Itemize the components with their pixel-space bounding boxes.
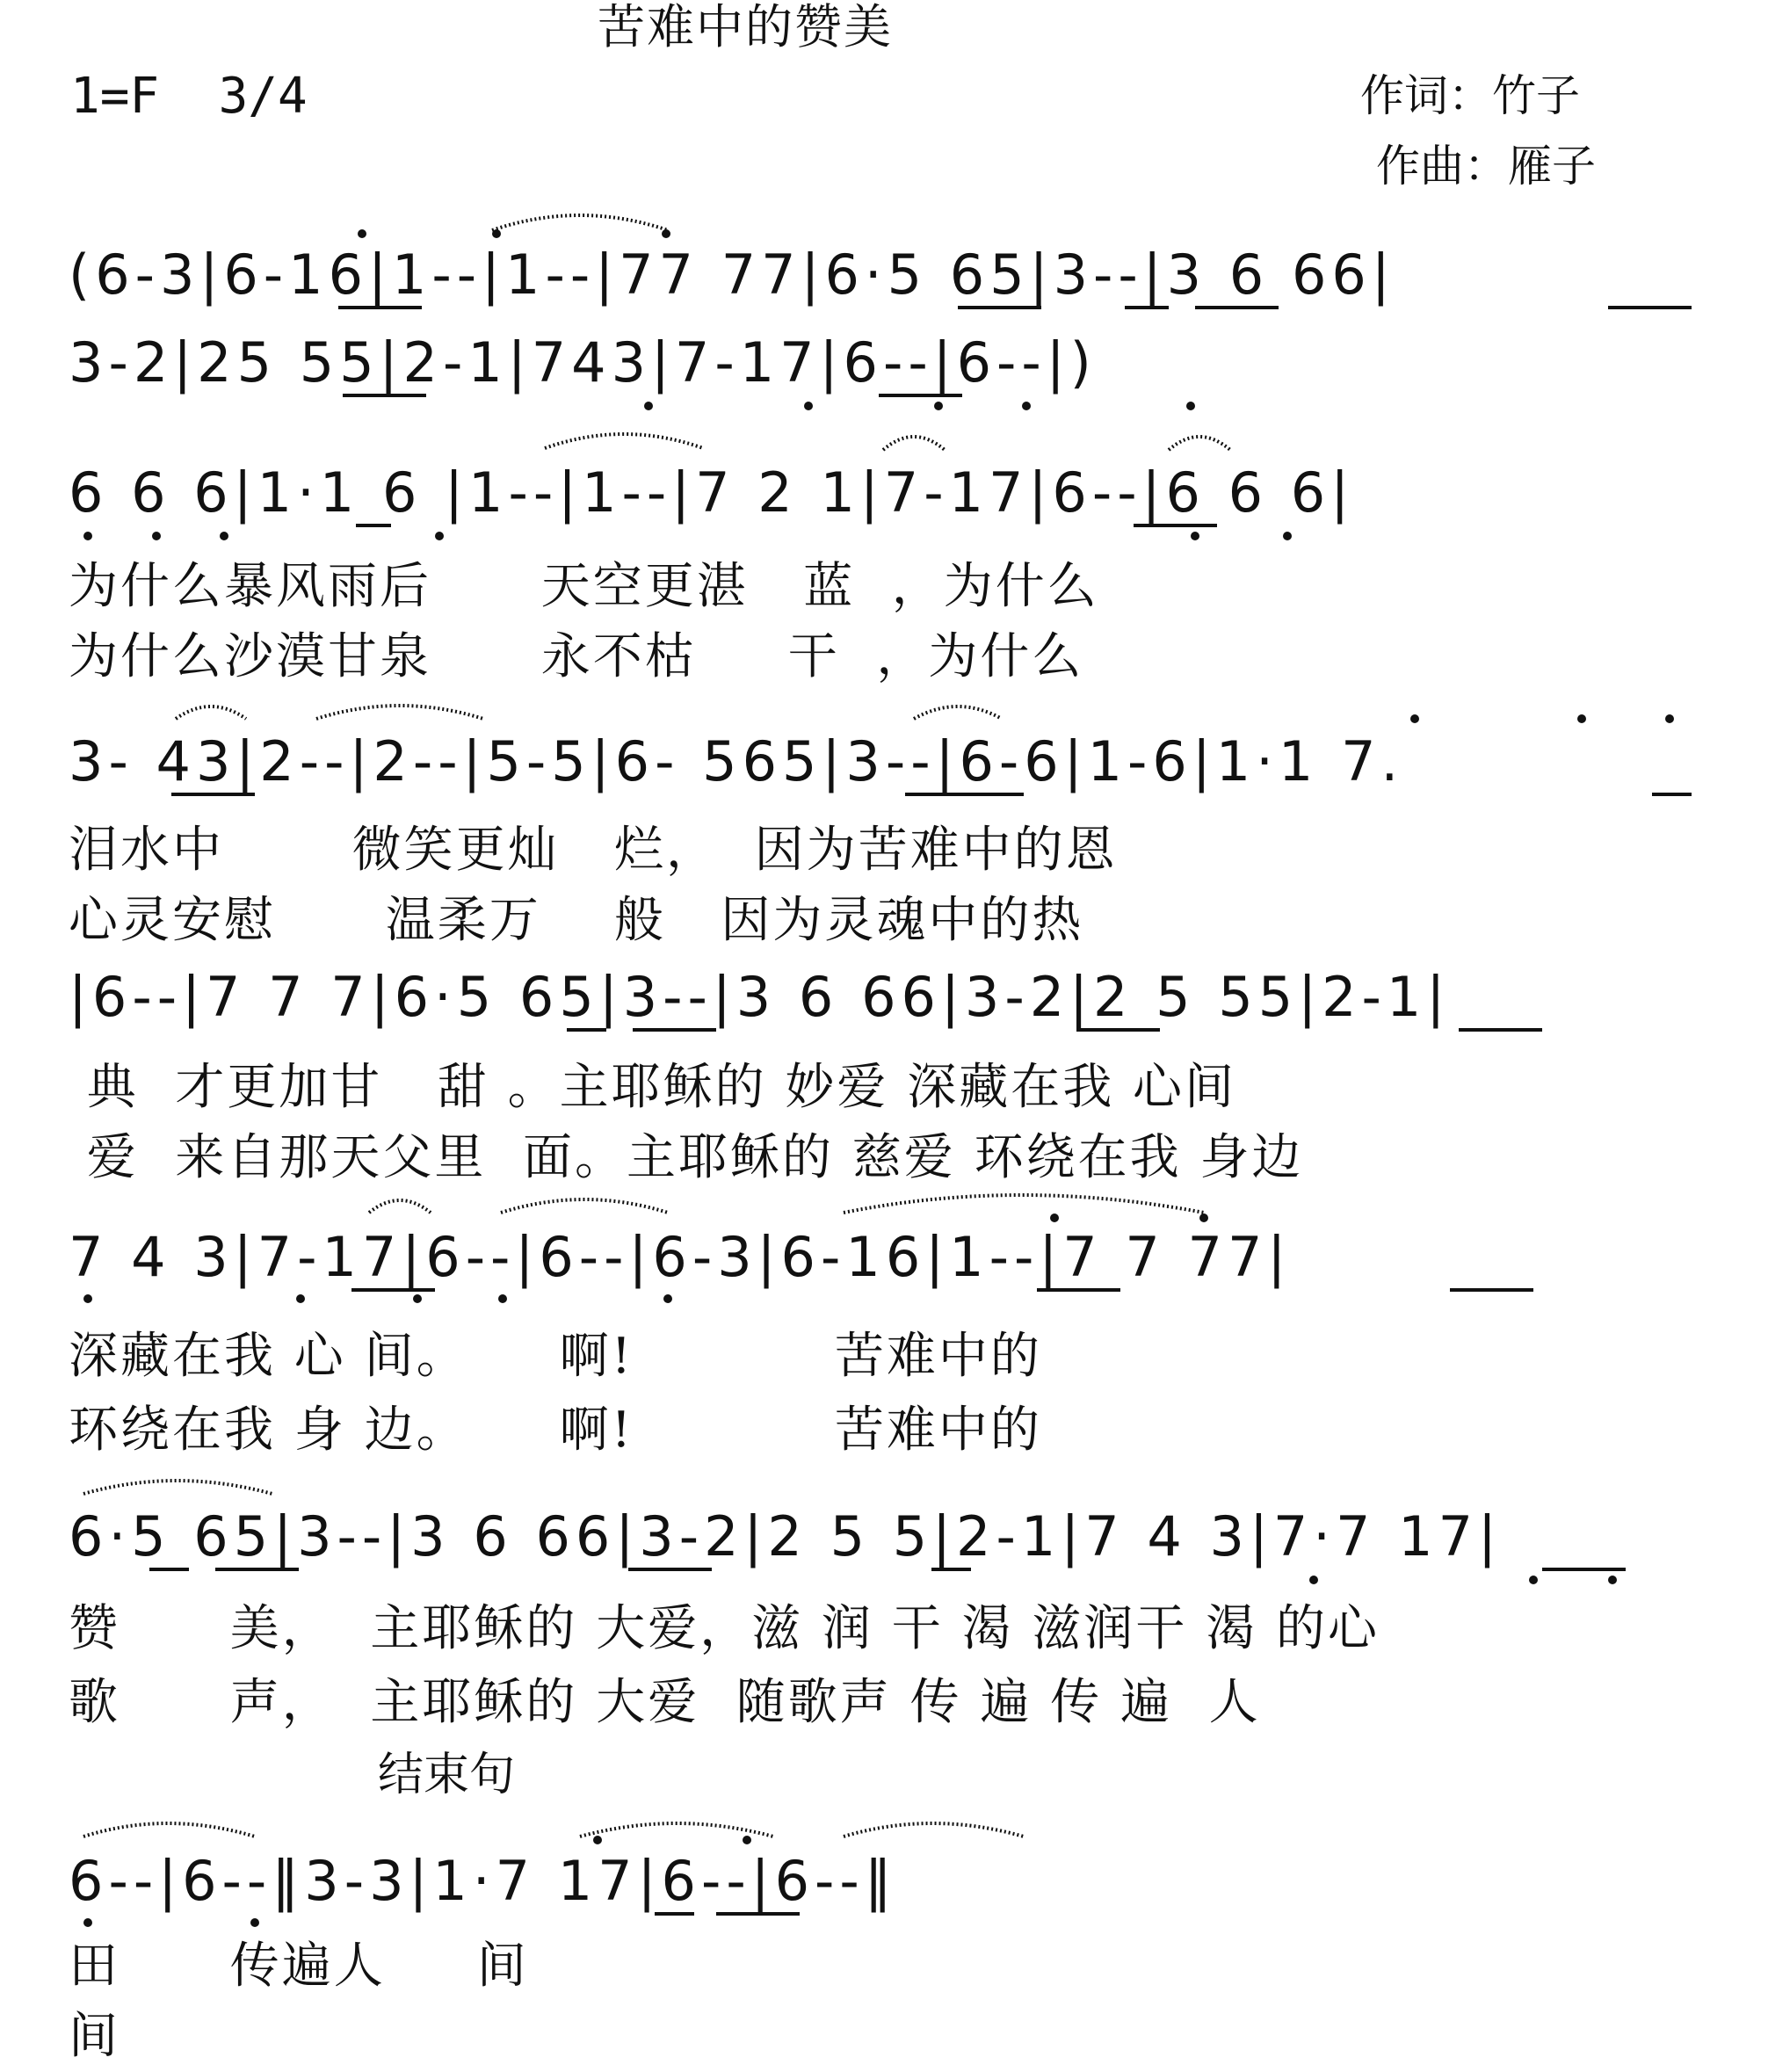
slur-mark xyxy=(501,1199,668,1213)
octave-dot xyxy=(934,402,943,410)
octave-dot xyxy=(83,1294,92,1303)
notation-line-1: (6-3|6-16|1--|1--|77 77|6·5 65|3--|3 6 66| xyxy=(69,243,1395,307)
octave-dot xyxy=(83,532,92,540)
octave-dot xyxy=(1186,402,1195,410)
octave-dot xyxy=(743,1836,751,1844)
octave-dot xyxy=(220,532,228,540)
octave-dot xyxy=(152,532,161,540)
octave-dot xyxy=(1050,1213,1059,1222)
slur-mark xyxy=(176,706,246,719)
octave-dot xyxy=(663,1294,672,1303)
lyric-verse-2-line-4: 心灵安慰 温柔万 般 因为灵魂中的热 xyxy=(69,892,1084,949)
slur-mark xyxy=(83,1823,255,1837)
slur-mark xyxy=(83,1481,272,1494)
notation-line-2: 3-2|25 55|2-1|743|7-17|6--|6--|) xyxy=(69,330,1097,395)
octave-dot xyxy=(1608,1576,1617,1584)
octave-dot xyxy=(358,229,366,238)
octave-dot xyxy=(296,1294,305,1303)
octave-dot xyxy=(1529,1576,1538,1584)
octave-dot xyxy=(1283,532,1292,540)
slur-mark xyxy=(316,706,483,719)
lyric-verse-2-line-8: 间 xyxy=(69,2008,120,2065)
lyric-verse-1-line-8: 田 传遍人 间 xyxy=(69,1938,529,1995)
octave-dot xyxy=(1665,714,1674,723)
slur-mark xyxy=(844,1823,1024,1837)
octave-dot xyxy=(1410,714,1419,723)
octave-dot xyxy=(593,1836,602,1844)
octave-dot xyxy=(250,1918,259,1927)
octave-dot xyxy=(1199,1213,1208,1222)
lyric-verse-1-line-5: 典 才更加甘 甜 。主耶稣的 妙爱 深藏在我 心间 xyxy=(69,1059,1237,1116)
lyricist-credit: 作词：竹子 xyxy=(1360,70,1580,121)
octave-dot xyxy=(1309,1576,1318,1584)
lyric-verse-2-line-5: 爱 来自那天父里 面。主耶稣的 慈爱 环绕在我 身边 xyxy=(69,1129,1304,1186)
slur-mark xyxy=(914,706,1002,719)
octave-dot xyxy=(644,402,653,410)
song-title: 苦难中的赞美 xyxy=(598,0,893,54)
slur-mark xyxy=(545,434,703,448)
octave-dot xyxy=(1191,532,1199,540)
notation-line-5: |6--|7 7 7|6·5 65|3--|3 6 66|3-2|2 5 55|2-1| xyxy=(69,965,1451,1029)
slur-mark xyxy=(492,215,668,230)
notation-line-4: 3- 43|2--|2--|5-5|6- 565|3--|6-6|1-6|1·1 7. xyxy=(69,729,1404,793)
octave-dot xyxy=(492,229,501,238)
ending-label: 结束句 xyxy=(378,1749,516,1801)
lyric-verse-2-line-7: 歌 声， 主耶稣的 大爱 随歌声 传 遍 传 遍 人 xyxy=(69,1674,1261,1731)
lyric-verse-1-line-3: 为什么暴风雨后 天空更湛 蓝 ，为什么 xyxy=(69,558,1099,615)
slur-mark xyxy=(369,1200,431,1213)
lyric-verse-2-line-6: 环绕在我 身 边。 啊! 苦难中的 xyxy=(69,1402,1042,1459)
octave-dot xyxy=(662,229,670,238)
lyric-verse-2-line-3: 为什么沙漠甘泉 永不枯 干 ，为什么 xyxy=(69,628,1084,685)
octave-dot xyxy=(1577,714,1586,723)
octave-dot xyxy=(413,1294,422,1303)
octave-dot xyxy=(804,402,813,410)
composer-credit: 作曲：雁子 xyxy=(1376,141,1596,192)
lyric-verse-1-line-4: 泪水中 微笑更灿 烂， 因为苦难中的恩 xyxy=(69,822,1118,879)
notation-line-7: 6·5 65|3--|3 6 66|3-2|2 5 5|2-1|7 4 3|7·7 17| xyxy=(69,1504,1502,1568)
slur-mark xyxy=(844,1195,1204,1213)
lyric-verse-1-line-7: 赞 美， 主耶稣的 大爱，滋 润 干 渴 滋润干 渴 的心 xyxy=(69,1600,1380,1657)
slur-mark xyxy=(883,437,945,450)
notation-line-3: 6 6 6|1·1 6 |1--|1--|7 2 1|7-17|6--|6 6 6| xyxy=(69,460,1355,525)
slur-mark xyxy=(1169,437,1230,450)
octave-dot xyxy=(435,532,444,540)
octave-dot xyxy=(1022,402,1031,410)
octave-dot xyxy=(498,1294,507,1303)
slur-mark xyxy=(580,1823,773,1837)
notation-line-8: 6--|6--‖3-3|1·7 17|6--|6--‖ xyxy=(69,1849,897,1913)
lyric-verse-1-line-6: 深藏在我 心 间。 啊! 苦难中的 xyxy=(69,1328,1042,1385)
key-time-signature: 1=F 3/4 xyxy=(70,68,308,125)
notation-line-6: 7 4 3|7-17|6--|6--|6-3|6-16|1--|7 7 77| xyxy=(69,1225,1292,1289)
octave-dot xyxy=(83,1918,92,1927)
